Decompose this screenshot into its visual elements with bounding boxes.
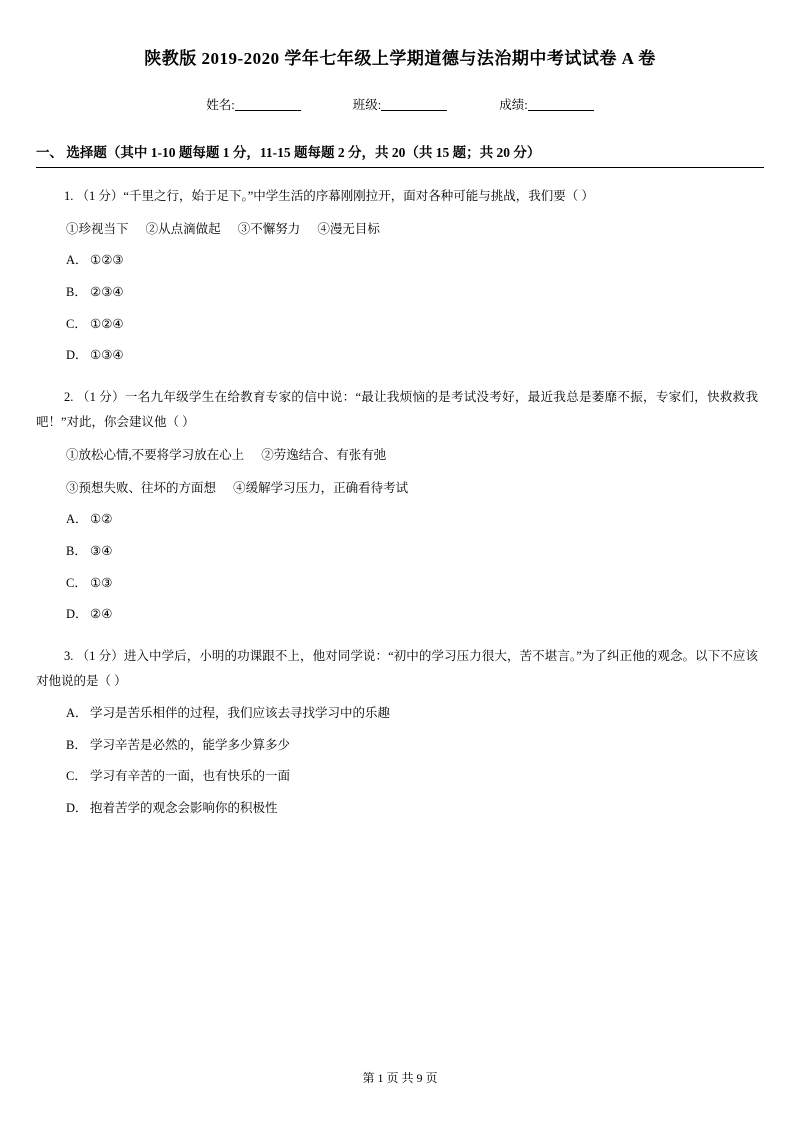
field-score <box>499 95 593 113</box>
question-2-option-a[interactable] <box>36 507 758 533</box>
question-3-option-b-letter: B． <box>66 737 87 752</box>
question-3-option-c-letter: C． <box>66 769 87 784</box>
question-3-stem <box>36 644 758 695</box>
question-2-subitem-2: ②劳逸结合、有张有弛 <box>261 448 387 462</box>
question-1-subitems <box>36 217 758 243</box>
question-1-text: “千里之行，始于足下。”中学生活的序幕刚刚拉开，面对各种可能与挑战，我们要（ ） <box>123 189 594 203</box>
page-footer: 第 1 页 共 9 页 <box>362 1071 438 1085</box>
field-class-label: 班级: <box>352 98 382 112</box>
question-3-option-b[interactable] <box>36 733 758 759</box>
question-2 <box>0 385 800 628</box>
question-1-subitem-3: ③不懈努力 <box>237 221 301 236</box>
question-2-score: （1 分） <box>76 389 125 404</box>
question-3-option-a-text: 学习是苦乐相伴的过程，我们应该去寻找学习中的乐趣 <box>90 706 391 720</box>
question-2-option-d[interactable] <box>36 602 758 628</box>
field-name-label: 姓名: <box>206 98 235 112</box>
section-divider <box>36 167 764 168</box>
question-1-option-b-letter: B． <box>66 284 87 299</box>
field-score-input[interactable] <box>528 98 594 111</box>
question-2-option-b[interactable] <box>36 539 758 565</box>
question-1-option-d[interactable] <box>36 343 758 369</box>
question-1-option-a[interactable] <box>36 248 758 274</box>
question-1-option-b[interactable] <box>36 280 758 306</box>
question-2-subitem-1: ①放松心情,不要将学习放在心上 <box>66 448 245 462</box>
question-1-option-d-letter: D． <box>66 348 88 363</box>
question-1 <box>0 184 800 369</box>
question-2-subitems-line-2 <box>36 476 758 502</box>
student-info-row <box>0 95 800 113</box>
question-3-option-b-text: 学习辛苦是必然的，能学多少算多少 <box>90 737 291 752</box>
question-2-option-a-text: ①② <box>90 512 113 527</box>
question-1-option-c-letter: C． <box>66 316 87 331</box>
question-1-option-c-text: ①②④ <box>90 316 124 331</box>
field-score-label: 成绩: <box>499 98 528 112</box>
question-1-stem <box>36 184 758 210</box>
field-name-input[interactable] <box>235 98 301 111</box>
question-1-subitem-4: ④漫无目标 <box>317 221 380 236</box>
question-1-score: （1 分） <box>76 189 124 203</box>
question-2-text: 一名九年级学生在给教育专家的信中说：“最让我烦恼的是考试没考好，最近我总是萎靡不振，专家们，快救救我吧！”对此，你会建议他（ ） <box>36 389 758 430</box>
question-2-option-b-text: ③④ <box>90 543 113 558</box>
question-3-number: 3. <box>64 648 74 663</box>
question-3-option-d-letter: D． <box>66 800 88 815</box>
question-1-option-a-letter: A． <box>66 253 88 268</box>
question-2-subitems-line-1 <box>36 443 758 469</box>
field-name <box>206 95 300 113</box>
section-heading: 一、 选择题（其中 1-10 题每题 1 分，11-15 题每题 2 分，共 20（共 15 题；共 20 分） <box>36 145 541 160</box>
question-2-option-d-text: ②④ <box>90 607 113 622</box>
question-2-option-b-letter: B． <box>66 543 87 558</box>
question-1-option-c[interactable] <box>36 312 758 338</box>
question-2-option-d-letter: D． <box>66 607 88 622</box>
question-1-option-b-text: ②③④ <box>90 284 124 299</box>
question-2-stem <box>36 385 758 436</box>
page-title: 陕教版 2019-2020 学年七年级上学期道德与法治期中考试试卷 A 卷 <box>144 49 656 68</box>
question-3 <box>0 644 800 822</box>
question-3-option-c-text: 学习有辛苦的一面，也有快乐的一面 <box>90 769 291 784</box>
question-3-text: 进入中学后，小明的功课跟不上，他对同学说：“初中的学习压力很大，苦不堪言。”为了纠正他的观念。以下不应该对他说的是（ ） <box>36 648 758 689</box>
question-1-number: 1. <box>64 189 74 203</box>
question-3-option-c[interactable] <box>36 764 758 790</box>
question-3-option-d[interactable] <box>36 796 758 822</box>
question-2-option-a-letter: A． <box>66 512 88 527</box>
question-2-subitem-3: ③预想失败、往坏的方面想 <box>66 480 217 495</box>
question-1-subitem-2: ②从点滴做起 <box>145 221 221 236</box>
question-3-score: （1 分） <box>76 648 124 663</box>
question-3-option-d-text: 抱着苦学的观念会影响你的积极性 <box>90 800 278 815</box>
question-3-option-a-letter: A． <box>66 706 88 720</box>
question-2-option-c-letter: C． <box>66 575 87 590</box>
question-2-subitem-4: ④缓解学习压力，正确看待考试 <box>233 480 409 495</box>
field-class-input[interactable] <box>381 98 447 111</box>
question-1-option-a-text: ①②③ <box>90 253 124 268</box>
question-2-option-c[interactable] <box>36 571 758 597</box>
question-2-number: 2. <box>64 389 74 404</box>
question-1-subitem-1: ①珍视当下 <box>66 221 129 236</box>
field-class <box>353 95 447 113</box>
question-1-option-d-text: ①③④ <box>90 348 124 363</box>
question-2-option-c-text: ①③ <box>90 575 113 590</box>
question-3-option-a[interactable] <box>36 701 758 727</box>
